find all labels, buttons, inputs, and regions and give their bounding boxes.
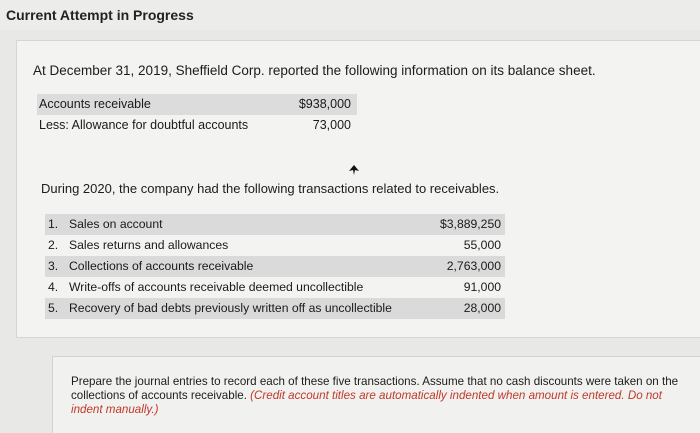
table-row xyxy=(45,298,505,319)
row-number: 4. xyxy=(48,280,59,294)
instructions-text xyxy=(71,375,691,417)
instructions-panel xyxy=(52,356,700,433)
row-value: $3,889,250 xyxy=(440,217,501,231)
mouse-cursor-icon xyxy=(349,165,359,175)
row-number: 2. xyxy=(48,238,59,252)
table-row xyxy=(45,235,505,256)
instructions-main: Prepare the journal entries to record each of these five transactions. Assume that no cash discounts were taken on the collections of accounts receivable. xyxy=(71,375,679,402)
row-number: 1. xyxy=(48,217,59,231)
table-row xyxy=(45,277,505,298)
row-label: Sales returns and allowances xyxy=(69,238,229,252)
row-number: 5. xyxy=(48,301,59,315)
transactions-intro: During 2020, the company had the following transactions related to receivables. xyxy=(41,181,500,196)
row-value: 55,000 xyxy=(463,238,501,252)
table-row xyxy=(45,256,505,277)
attempt-header xyxy=(0,0,700,30)
table-row xyxy=(37,94,357,115)
row-value: 73,000 xyxy=(312,118,351,132)
table-row xyxy=(37,115,357,136)
table-row xyxy=(45,214,505,235)
attempt-title: Current Attempt in Progress xyxy=(6,7,194,23)
row-label: Sales on account xyxy=(69,217,163,231)
row-label: Less: Allowance for doubtful accounts xyxy=(39,118,249,132)
row-number: 3. xyxy=(48,259,59,273)
row-label: Recovery of bad debts previously written off as uncollectible xyxy=(69,301,392,315)
row-value: 91,000 xyxy=(463,280,501,294)
balance-sheet-table xyxy=(37,94,357,136)
instructions-note: (Credit account titles are automatically indented when amount is entered. Do not indent manually.) xyxy=(71,389,662,416)
transactions-table xyxy=(45,214,505,319)
row-value: 2,763,000 xyxy=(446,259,501,273)
problem-panel xyxy=(16,40,700,338)
row-value: 28,000 xyxy=(463,301,501,315)
row-label: Write-offs of accounts receivable deemed uncollectible xyxy=(69,280,364,294)
row-label: Collections of accounts receivable xyxy=(69,259,254,273)
row-value: $938,000 xyxy=(298,97,351,111)
row-label: Accounts receivable xyxy=(39,97,151,111)
problem-intro: At December 31, 2019, Sheffield Corp. reported the following information on its balance sheet. xyxy=(33,63,596,78)
